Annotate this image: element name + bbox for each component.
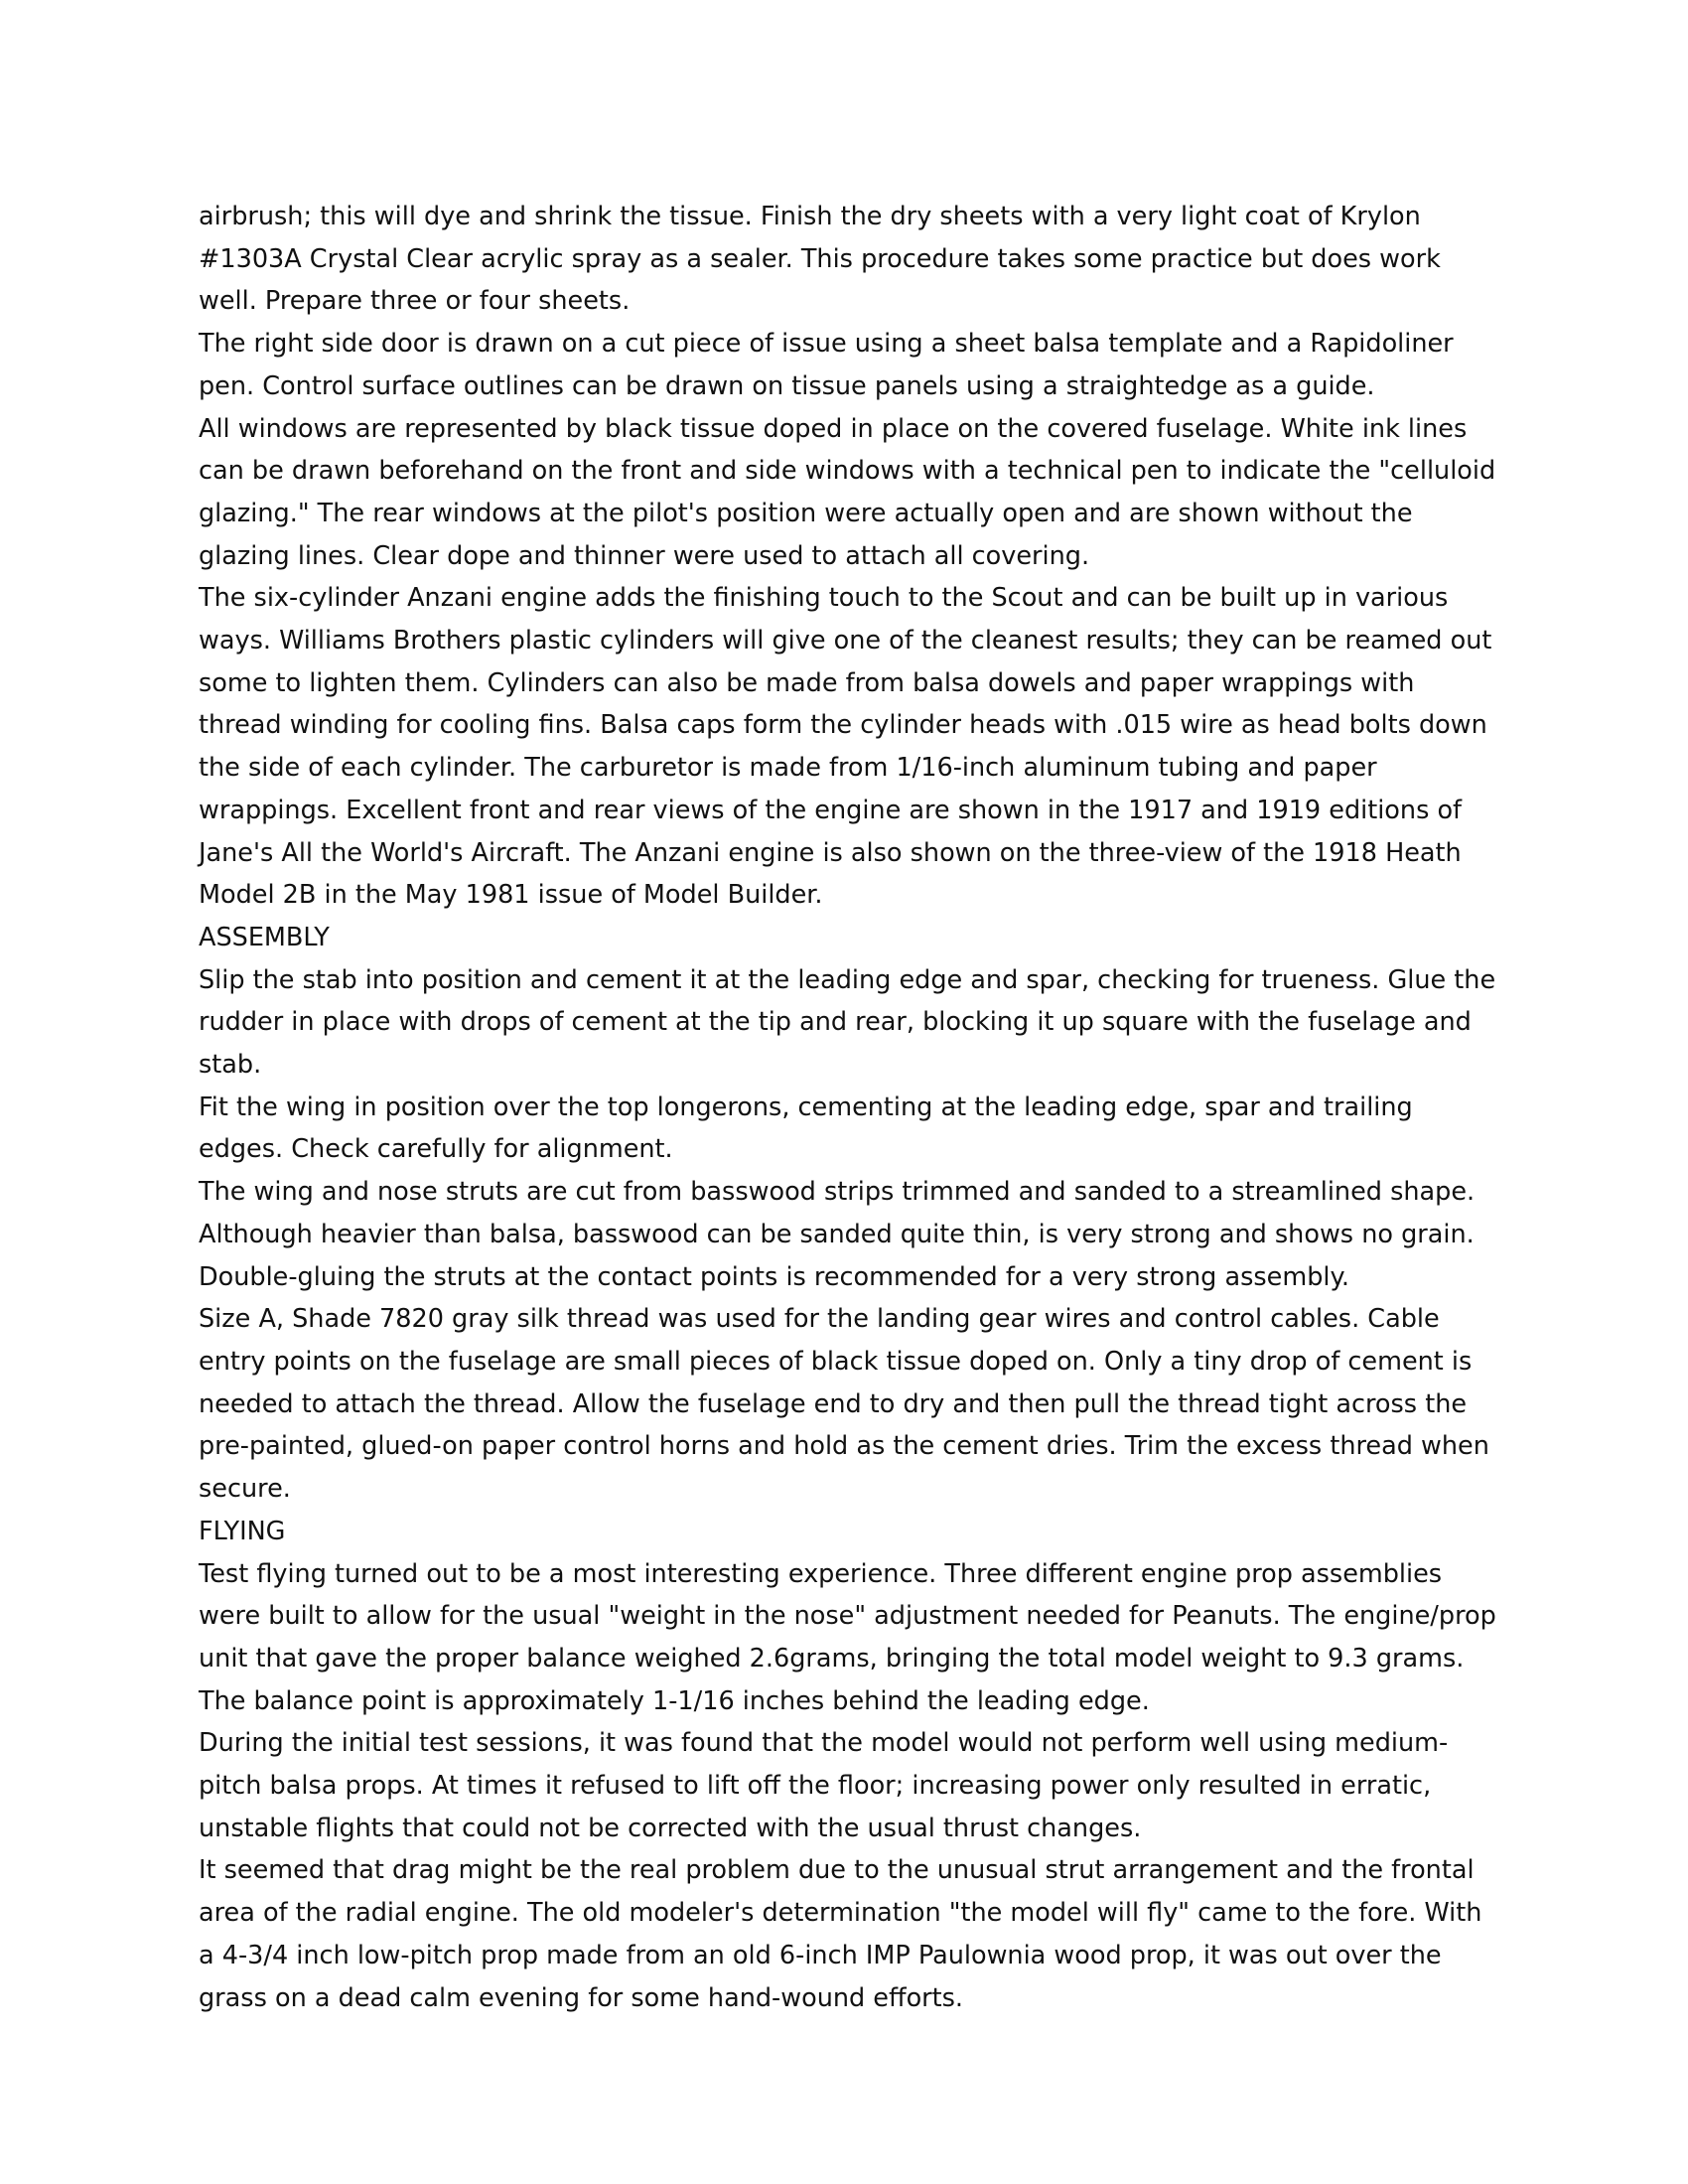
paragraph-windows: All windows are represented by black tissue doped in place on the covered fuselage. White ink lines can be drawn beforehand on the front and side windows with a technical pen to indicate the "celluloid glazing." The rear windows at the pilot's position were actually open and are shown without the glazing lines. Clear dope and thinner were used to attach all covering.	[199, 413, 1496, 571]
section-heading-flying: FLYING	[199, 1516, 286, 1546]
paragraph-struts: The wing and nose struts are cut from basswood strips trimmed and sanded to a streamlined shape. Although heavier than balsa, basswood can be sanded quite thin, is very strong and shows no grain. Double-gluing the struts at the contact points is recommended for a very strong assembly.	[199, 1177, 1476, 1292]
paragraph-test-flying: Test flying turned out to be a most interesting experience. Three different engine prop assemblies were built to allow for the usual "weight in the nose" adjustment needed for Peanuts. The engine/prop unit that gave the proper balance weighed 2.6grams, bringing the total model weight to 9.3 grams. The balance point is approximately 1-1/16 inches behind the leading edge.	[199, 1558, 1496, 1716]
paragraph-initial-tests: During the initial test sessions, it was found that the model would not perform well using medium-pitch balsa props. At times it refused to lift off the floor; increasing power only resulted in erratic, unstable flights that could not be corrected with the usual thrust changes.	[199, 1728, 1449, 1843]
paragraph-drag-problem: It seemed that drag might be the real problem due to the unusual strut arrangement and the frontal area of the radial engine. The old modeler's determination "the model will fly" came to the fore. With a 4-3/4 inch low-pitch prop made from an old 6-inch IMP Paulownia wood prop, it was out over the grass on a dead calm evening for some hand-wound efforts.	[199, 1855, 1482, 2013]
paragraph-covering-finish: airbrush; this will dye and shrink the tissue. Finish the dry sheets with a very light coat of Krylon #1303A Crystal Clear acrylic spray as a sealer. This procedure takes some practice but does work well. Prepare three or four sheets.	[199, 202, 1441, 317]
paragraph-anzani-engine: The six-cylinder Anzani engine adds the finishing touch to the Scout and can be built up in various ways. Williams Brothers plastic cylinders will give one of the cleanest results; they can be reamed out some to lighten them. Cylinders can also be made from balsa dowels and paper wrappings with thread winding for cooling fins. Balsa caps form the cylinder heads with .015 wire as head bolts down the side of each cylinder. The carburetor is made from 1/16-inch aluminum tubing and paper wrappings. Excellent front and rear views of the engine are shown in the 1917 and 1919 editions of Jane's All the World's Aircraft. The Anzani engine is also shown on the three-view of the 1918 Heath Model 2B in the May 1981 issue of Model Builder.	[199, 583, 1492, 911]
section-heading-assembly: ASSEMBLY	[199, 922, 330, 952]
paragraph-stab-rudder: Slip the stab into position and cement it at the leading edge and spar, checking for trueness. Glue the rudder in place with drops of cement at the tip and rear, blocking it up square with the fuselage and stab.	[199, 964, 1496, 1081]
paragraph-side-door: The right side door is drawn on a cut piece of issue using a sheet balsa template and a Rapidoliner pen. Control surface outlines can be drawn on tissue panels using a straightedge as a guide.	[199, 329, 1454, 401]
document-page	[199, 196, 1499, 2019]
paragraph-wing-fit: Fit the wing in position over the top longerons, cementing at the leading edge, spar and trailing edges. Check carefully for alignment.	[199, 1092, 1413, 1165]
paragraph-thread-cables: Size A, Shade 7820 gray silk thread was used for the landing gear wires and control cables. Cable entry points on the fuselage are small pieces of black tissue doped on. Only a tiny drop of cement is needed to attach the thread. Allow the fuselage end to dry and then pull the thread tight across the pre-painted, glued-on paper control horns and hold as the cement dries. Trim the excess thread when secure.	[199, 1304, 1489, 1505]
